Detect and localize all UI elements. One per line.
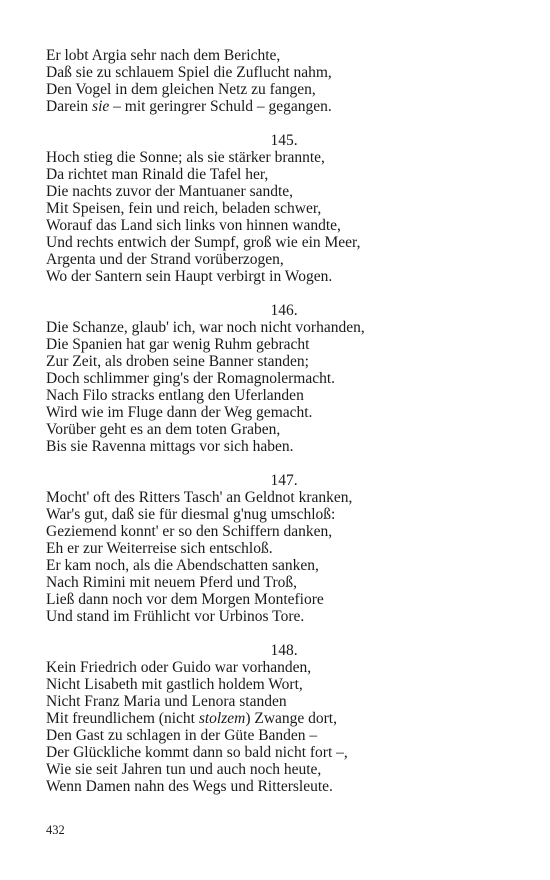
verse-line (46, 574, 506, 591)
stanza-number: 145. (270, 132, 298, 149)
verse-text-run: Er lobt Argia sehr nach dem Berichte, (46, 47, 281, 64)
verse-line (46, 693, 506, 710)
verse-text-run: Eh er zur Weiterreise sich entschloß. (46, 540, 273, 557)
verse-line (46, 81, 506, 98)
verse-line (46, 557, 506, 574)
verse-text-run: Und stand im Frühlicht vor Urbinos Tore. (46, 608, 305, 625)
emphasized-word: stolzem (198, 710, 246, 727)
verse-line (46, 64, 506, 81)
verse-text-run: War's gut, daß sie für diesmal g'nug umschloß: (46, 506, 336, 523)
verse-text-run: Die Schanze, glaub' ich, war noch nicht vorhanden, (46, 319, 365, 336)
verse-line (46, 370, 506, 387)
verse-line (46, 608, 506, 625)
verse-text (46, 47, 506, 812)
verse-line (46, 234, 506, 251)
verse-line (46, 489, 506, 506)
verse-text-run: Die nachts zuvor der Mantuaner sandte, (46, 183, 294, 200)
verse-text-run: Wenn Damen nahn des Wegs und Rittersleute. (46, 778, 333, 795)
verse-line (46, 251, 506, 268)
verse-text-run: Mit Speisen, fein und reich, beladen schwer, (46, 200, 322, 217)
verse-text-run: Mocht' oft des Ritters Tasch' an Geldnot kranken, (46, 489, 353, 506)
verse-line (46, 319, 506, 336)
verse-line (46, 387, 506, 404)
verse-text-run: Hoch stieg die Sonne; als sie stärker brannte, (46, 149, 325, 166)
verse-line (46, 523, 506, 540)
verse-text-run: Ließ dann noch vor dem Morgen Montefiore (46, 591, 324, 608)
verse-line (46, 404, 506, 421)
verse-text-run: Geziemend konnt' er so den Schiffern danken, (46, 523, 333, 540)
stanza (46, 302, 506, 455)
verse-text-run: Wie sie seit Jahren tun und auch noch heute, (46, 761, 322, 778)
verse-text-run: Nach Filo stracks entlang den Uferlanden (46, 387, 304, 404)
verse-text-run: Nach Rimini mit neuem Pferd und Troß, (46, 574, 298, 591)
stanza (46, 132, 506, 285)
stanza (46, 642, 506, 795)
verse-text-run: Und rechts entwich der Sumpf, groß wie ein Meer, (46, 234, 361, 251)
verse-text-run: Der Glückliche kommt dann so bald nicht fort –, (46, 744, 348, 761)
stanza (46, 472, 506, 625)
verse-text-run: Darein (46, 98, 93, 115)
verse-line (46, 166, 506, 183)
verse-line (46, 268, 506, 285)
verse-line (46, 727, 506, 744)
verse-text-run: Daß sie zu schlauem Spiel die Zuflucht nahm, (46, 64, 332, 81)
verse-line (46, 710, 506, 727)
verse-text-run: Er kam noch, als die Abendschatten sanken, (46, 557, 319, 574)
verse-line (46, 200, 506, 217)
verse-text-run: ) Zwange dort, (245, 710, 337, 727)
verse-text-run: Doch schlimmer ging's der Romagnolermacht. (46, 370, 336, 387)
verse-text-run: Bis sie Ravenna mittags vor sich haben. (46, 438, 294, 455)
verse-line (46, 506, 506, 523)
verse-line (46, 676, 506, 693)
verse-line (46, 353, 506, 370)
verse-text-run: Vorüber geht es an dem toten Graben, (46, 421, 281, 438)
verse-line (46, 540, 506, 557)
verse-text-run: Nicht Lisabeth mit gastlich holdem Wort, (46, 676, 303, 693)
verse-text-run: Zur Zeit, als droben seine Banner standen; (46, 353, 309, 370)
verse-text-run: Die Spanien hat gar wenig Ruhm gebracht (46, 336, 310, 353)
verse-text-run: Den Gast zu schlagen in der Güte Banden – (46, 727, 318, 744)
verse-text-run: Nicht Franz Maria und Lenora standen (46, 693, 287, 710)
stanza-number: 147. (270, 472, 298, 489)
verse-line (46, 421, 506, 438)
emphasized-word: sie (92, 98, 110, 115)
page-number: 432 (46, 823, 65, 837)
verse-text-run: – mit geringrer Schuld – gegangen. (109, 98, 332, 115)
verse-line (46, 336, 506, 353)
verse-line (46, 98, 506, 115)
verse-line (46, 217, 506, 234)
stanza-number: 146. (270, 302, 298, 319)
verse-text-run: Wird wie im Fluge dann der Weg gemacht. (46, 404, 313, 421)
verse-text-run: Mit freundlichem (nicht (46, 710, 199, 727)
verse-line (46, 438, 506, 455)
verse-line (46, 778, 506, 795)
verse-text-run: Kein Friedrich oder Guido war vorhanden, (46, 659, 312, 676)
verse-text-run: Da richtet man Rinald die Tafel her, (46, 166, 269, 183)
verse-line (46, 183, 506, 200)
verse-text-run: Worauf das Land sich links von hinnen wandte, (46, 217, 341, 234)
verse-line (46, 761, 506, 778)
stanza-number: 148. (270, 642, 298, 659)
stanza (46, 47, 506, 115)
verse-line (46, 744, 506, 761)
verse-text-run: Wo der Santern sein Haupt verbirgt in Wogen. (46, 268, 333, 285)
verse-text-run: Argenta und der Strand vorüberzogen, (46, 251, 284, 268)
verse-text-run: Den Vogel in dem gleichen Netz zu fangen, (46, 81, 316, 98)
verse-line (46, 149, 506, 166)
verse-line (46, 659, 506, 676)
verse-line (46, 47, 506, 64)
verse-line (46, 591, 506, 608)
